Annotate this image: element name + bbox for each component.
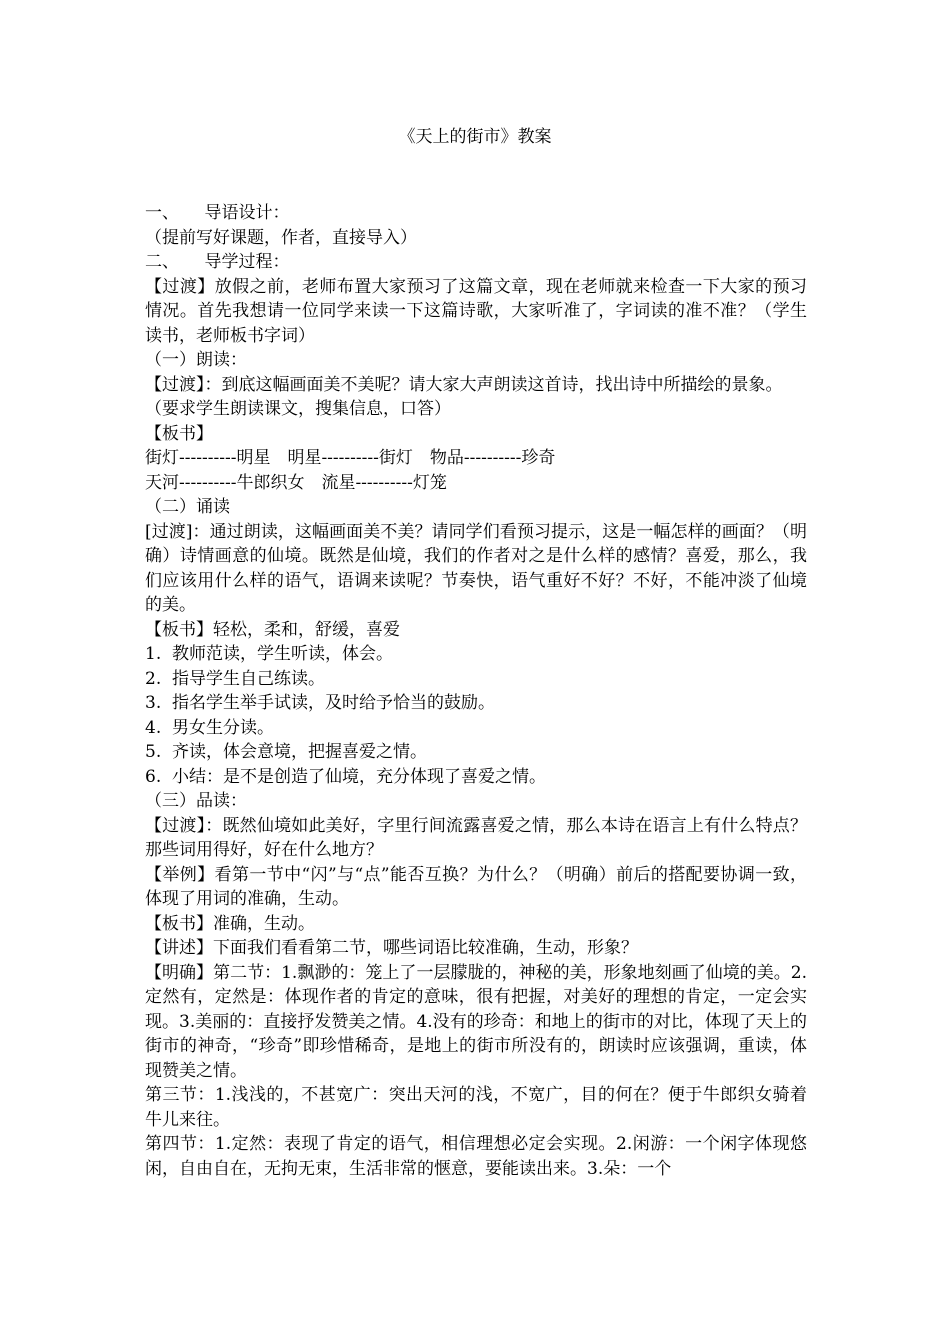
intro-note: （提前写好课题，作者，直接导入） [145,227,417,248]
blackboard-tone: 【板书】轻松，柔和，舒缓，喜爱 [145,619,400,640]
blackboard-line-2: 天河----------牛郎织女 流星----------灯笼 [145,472,447,493]
example-paragraph: 【举例】看第一节中“闪”与“点”能否互换？为什么？（明确）前后的搭配要协调一致，体现了用词的准确，生动。 [145,864,807,909]
document-title: 《天上的街市》教案 [398,127,552,147]
subsection-appreciation: （三）品读： [145,791,247,811]
list-item: 6. 小结：是不是创造了仙境，充分体现了喜爱之情。 [145,766,547,787]
blackboard-label: 【板书】 [145,423,213,444]
document-body [145,201,807,1181]
subsection-recitation: （二）诵读 [145,497,230,517]
section-heading-intro: 一、 导语设计： [145,203,290,223]
transition-paragraph-preview: 【过渡】放假之前，老师布置大家预习了这篇文章，现在老师就来检查一下大家的预习情况。首先我想请一位同学来读一下这篇诗歌，大家听准了，字词读的准不准？（学生读书，老师板书字词） [145,276,807,346]
blackboard-accuracy: 【板书】准确，生动。 [145,913,315,934]
list-item: 3. 指名学生举手试读，及时给予恰当的鼓励。 [145,693,496,713]
list-item: 5. 齐读，体会意境，把握喜爱之情。 [145,742,428,762]
transition-paragraph-appreciation: 【过渡】：既然仙境如此美好，字里行间流露喜爱之情，那么本诗在语言上有什么特点？那些词用得好，好在什么地方？ [145,815,807,860]
list-item: 1. 教师范读，学生听读，体会。 [145,644,394,664]
transition-paragraph-reading: 【过渡】：到底这幅画面美不美呢？请大家大声朗读这首诗，找出诗中所描绘的景象。 [145,374,783,395]
blackboard-line-1: 街灯----------明星 明星----------街灯 物品----------珍奇 [145,448,556,468]
list-item: 4. 男女生分读。 [145,717,275,738]
transition-paragraph-recitation: [过渡]：通过朗读，这幅画面美不美？请同学们看预习提示，这是一幅怎样的画面？（明确）诗情画意的仙境。既然是仙境，我们的作者对之是什么样的感情？喜爱，那么，我们应该用什么样的语气，语调来读呢？节奏快，语气重好不好？不好，不能冲淡了仙境的美。 [145,521,807,615]
paragraph-section-3: 第三节：1.浅浅的，不甚宽广：突出天河的浅，不宽广，目的何在？便于牛郎织女骑着牛儿来往。 [145,1085,807,1130]
subsection-reading: （一）朗读： [145,350,247,370]
paragraph-section-4: 第四节：1.定然：表现了肯定的语气，相信理想必定会实现。2.闲游：一个闲字体现悠闲，自由自在，无拘无束，生活非常的惬意，要能读出来。3.朵：一个 [145,1134,807,1179]
clarification-paragraph-section-2: 【明确】第二节：1.飘渺的：笼上了一层朦胧的，神秘的美，形象地刻画了仙境的美。2.定然有，定然是：体现作者的肯定的意味，很有把握，对美好的理想的肯定，一定会实现。3.美丽的：直接抒发赞美之情。4.没有的珍奇：和地上的街市的对比，体现了天上的街市的神奇，“珍奇”即珍惜稀奇，是地上的街市所没有的，朗读时应该强调，重读，体现赞美之情。 [145,962,807,1081]
list-item: 2. 指导学生自己练读。 [145,668,326,689]
reading-requirement: （要求学生朗读课文，搜集信息，口答） [145,399,451,419]
section-heading-process: 二、 导学过程： [145,252,290,272]
narration-line: 【讲述】下面我们看看第二节，哪些词语比较准确，生动，形象？ [145,938,638,958]
